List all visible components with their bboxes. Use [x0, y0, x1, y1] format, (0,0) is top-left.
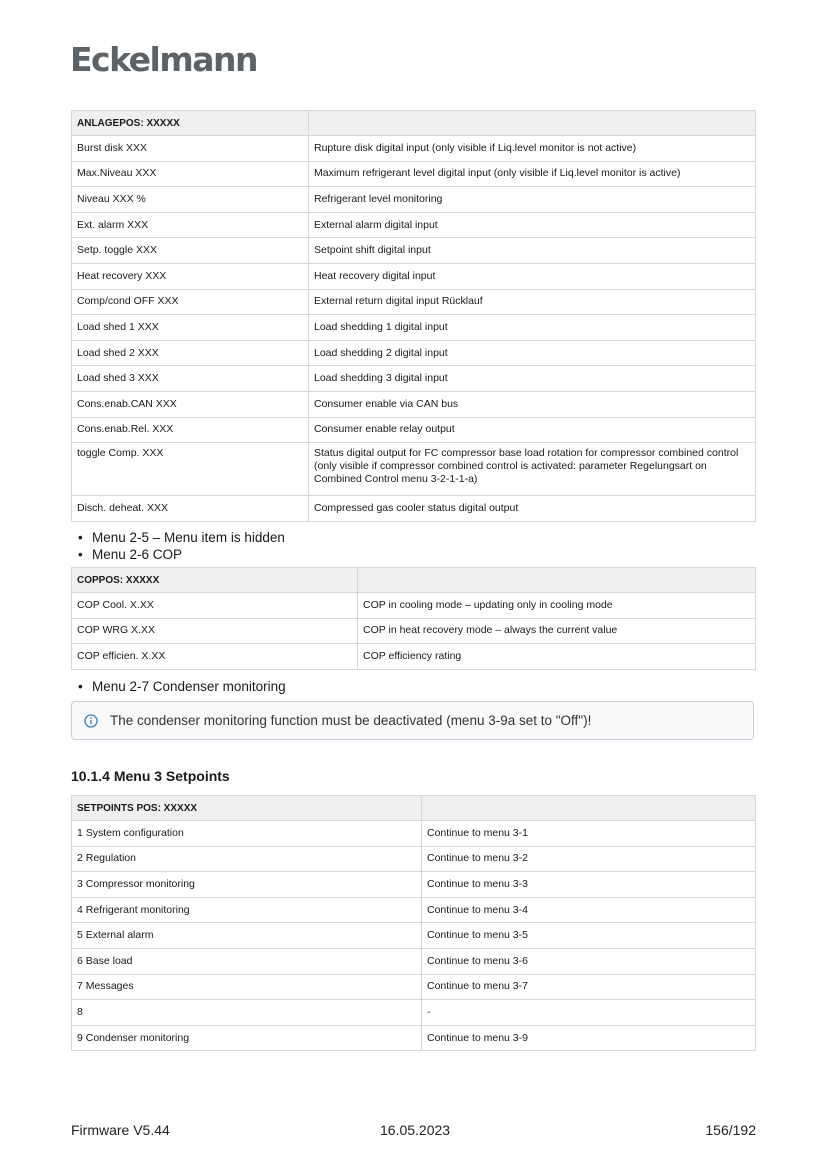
table-row: [72, 263, 756, 289]
table-cell-parameter: COP Cool. X.XX: [72, 593, 358, 619]
table-row: [72, 644, 756, 670]
table-row: [72, 443, 756, 496]
table-header-cell: [358, 568, 756, 593]
setpoints-table: [71, 795, 756, 1051]
table-cell-parameter: Disch. deheat. XXX: [72, 496, 309, 522]
footer-page-number: 156/192: [705, 1122, 756, 1138]
coppos-table: [71, 567, 756, 670]
table-cell-action: Continue to menu 3-1: [422, 821, 756, 847]
table-cell-menu: 7 Messages: [72, 974, 422, 1000]
table-cell-description: COP in cooling mode – updating only in cooling mode: [358, 593, 756, 619]
table-header-row: [72, 111, 756, 136]
table-cell-menu: 6 Base load: [72, 948, 422, 974]
table-row: [72, 872, 756, 898]
table-cell-description: Consumer enable relay output: [309, 417, 756, 443]
anlagepos-table: [71, 110, 756, 522]
table-cell-description: External return digital input Rücklauf: [309, 289, 756, 315]
table-cell-description: Maximum refrigerant level digital input (only visible if Liq.level monitor is active): [309, 161, 756, 187]
menu-bullet-list: [78, 529, 285, 563]
table-row: [72, 366, 756, 392]
table-cell-menu: 1 System configuration: [72, 821, 422, 847]
info-icon: [84, 714, 98, 728]
table-cell-description: Compressed gas cooler status digital output: [309, 496, 756, 522]
table-cell-description: Consumer enable via CAN bus: [309, 391, 756, 417]
table-row: [72, 391, 756, 417]
table-header-row: [72, 796, 756, 821]
table-row: [72, 593, 756, 619]
info-note: [71, 701, 754, 740]
table-cell-description: Load shedding 1 digital input: [309, 315, 756, 341]
table-row: [72, 315, 756, 341]
table-cell-parameter: Burst disk XXX: [72, 136, 309, 162]
table-cell-description: Rupture disk digital input (only visible if Liq.level monitor is not active): [309, 136, 756, 162]
table-row: [72, 1000, 756, 1026]
table-header-cell: SETPOINTS POS: XXXXX: [72, 796, 422, 821]
table-cell-action: Continue to menu 3-7: [422, 974, 756, 1000]
table-cell-action: -: [422, 1000, 756, 1026]
list-item: • Menu 2-5 – Menu item is hidden: [78, 529, 285, 546]
table-cell-parameter: Cons.enab.CAN XXX: [72, 391, 309, 417]
table-row: [72, 417, 756, 443]
table-row: [72, 618, 756, 644]
table-cell-description: Load shedding 3 digital input: [309, 366, 756, 392]
table-row: [72, 340, 756, 366]
table-cell-action: Continue to menu 3-9: [422, 1025, 756, 1051]
table-row: [72, 289, 756, 315]
table-cell-description: Load shedding 2 digital input: [309, 340, 756, 366]
table-cell-action: Continue to menu 3-4: [422, 897, 756, 923]
table-cell-parameter: Load shed 2 XXX: [72, 340, 309, 366]
table-row: [72, 238, 756, 264]
table-cell-parameter: Heat recovery XXX: [72, 263, 309, 289]
table-cell-parameter: Setp. toggle XXX: [72, 238, 309, 264]
table-row: [72, 948, 756, 974]
table-cell-description: Refrigerant level monitoring: [309, 187, 756, 213]
table-row: [72, 974, 756, 1000]
table-cell-parameter: toggle Comp. XXX: [72, 443, 309, 496]
table-header-row: [72, 568, 756, 593]
info-note-text: The condenser monitoring function must be deactivated (menu 3-9a set to "Off")!: [110, 713, 592, 728]
table-cell-action: Continue to menu 3-6: [422, 948, 756, 974]
table-row: [72, 846, 756, 872]
table-header-cell: [422, 796, 756, 821]
table-cell-parameter: COP WRG X.XX: [72, 618, 358, 644]
table-row: [72, 821, 756, 847]
table-header-cell: [309, 111, 756, 136]
table-cell-menu: 4 Refrigerant monitoring: [72, 897, 422, 923]
table-cell-parameter: Niveau XXX %: [72, 187, 309, 213]
table-cell-menu: 5 External alarm: [72, 923, 422, 949]
footer-firmware: Firmware V5.44: [71, 1122, 170, 1138]
table-cell-description: COP in heat recovery mode – always the current value: [358, 618, 756, 644]
table-cell-description: External alarm digital input: [309, 212, 756, 238]
table-header-cell: COPPOS: XXXXX: [72, 568, 358, 593]
table-row: [72, 897, 756, 923]
table-cell-menu: 3 Compressor monitoring: [72, 872, 422, 898]
list-item: • Menu 2-6 COP: [78, 546, 285, 563]
table-cell-parameter: Cons.enab.Rel. XXX: [72, 417, 309, 443]
eckelmann-logo: Eckelmann: [70, 40, 257, 79]
menu-bullet-list: [78, 678, 286, 695]
table-cell-parameter: Max.Niveau XXX: [72, 161, 309, 187]
table-row: [72, 187, 756, 213]
section-heading: 10.1.4 Menu 3 Setpoints: [71, 768, 230, 784]
table-cell-parameter: COP efficien. X.XX: [72, 644, 358, 670]
table-cell-description: Status digital output for FC compressor base load rotation for compressor combined control (only visible if compressor combined control is activated: parameter Regelungsart on Combined Control menu 3-2-1-1-a): [309, 443, 756, 496]
table-cell-menu: 8: [72, 1000, 422, 1026]
table-cell-action: Continue to menu 3-2: [422, 846, 756, 872]
table-row: [72, 212, 756, 238]
table-cell-description: COP efficiency rating: [358, 644, 756, 670]
table-row: [72, 161, 756, 187]
table-cell-action: Continue to menu 3-3: [422, 872, 756, 898]
table-cell-parameter: Load shed 1 XXX: [72, 315, 309, 341]
table-row: [72, 496, 756, 522]
table-cell-menu: 9 Condenser monitoring: [72, 1025, 422, 1051]
table-header-cell: ANLAGEPOS: XXXXX: [72, 111, 309, 136]
table-row: [72, 923, 756, 949]
table-cell-action: Continue to menu 3-5: [422, 923, 756, 949]
table-cell-parameter: Load shed 3 XXX: [72, 366, 309, 392]
table-cell-description: Heat recovery digital input: [309, 263, 756, 289]
table-cell-menu: 2 Regulation: [72, 846, 422, 872]
table-cell-parameter: Ext. alarm XXX: [72, 212, 309, 238]
table-cell-parameter: Comp/cond OFF XXX: [72, 289, 309, 315]
footer-date: 16.05.2023: [380, 1122, 451, 1138]
list-item: • Menu 2-7 Condenser monitoring: [78, 678, 286, 695]
table-row: [72, 136, 756, 162]
table-row: [72, 1025, 756, 1051]
table-cell-description: Setpoint shift digital input: [309, 238, 756, 264]
